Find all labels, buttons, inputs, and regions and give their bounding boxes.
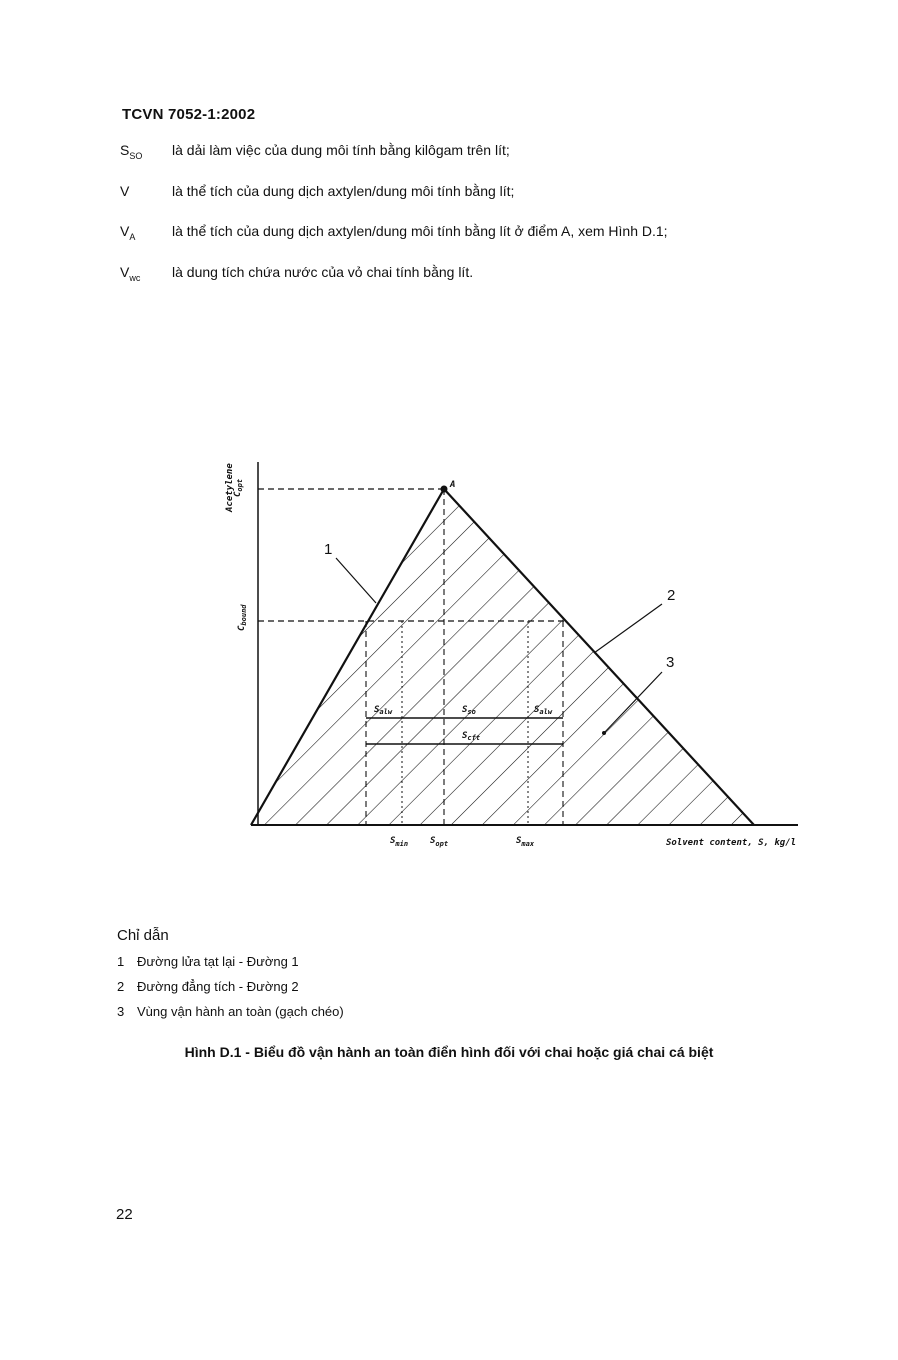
figure-caption: Hình D.1 - Biểu đồ vận hành an toàn điển hình đối với chai hoặc giá chai cá biệt [184, 1044, 714, 1060]
legend-item: 1 Đường lửa tạt lại - Đường 1 [117, 954, 299, 969]
point-a-marker [441, 486, 448, 493]
callout-3-label: 3 [666, 654, 675, 671]
definition-text: là dung tích chứa nước của vỏ chai tính bằng lít. [172, 263, 474, 280]
s-min-tick-label: $S_{min}$ [390, 836, 409, 848]
y-axis-title: Acetylene [225, 463, 235, 512]
legend-item: 3 Vùng vận hành an toàn (gạch chéo) [117, 1004, 344, 1019]
definition-text: là dải làm việc của dung môi tính bằng kilôgam trên lít; [172, 142, 510, 158]
s-opt-tick-label: $S_{opt}$ [430, 836, 449, 848]
s-cft-label: $S_{cft}$ [462, 731, 481, 742]
c-opt-label: $C_{opt}$ [233, 478, 244, 497]
s-max-tick-label: $S_{max}$ [516, 836, 535, 848]
legend-item: 2 Đường đẳng tích - Đường 2 [117, 979, 299, 994]
callout-1-leader [336, 558, 376, 603]
definition-symbol: $V_{wc}$ [120, 263, 141, 283]
callout-2-label: 2 [667, 587, 676, 604]
definition-text: là thể tích của dung dịch axtylen/dung môi tính bằng lít; [172, 182, 515, 199]
legend-title: Chỉ dẫn [117, 927, 169, 944]
definition-text: là thể tích của dung dịch axtylen/dung môi tính bằng lít ở điểm A, xem Hình D.1; [172, 223, 668, 239]
definition-symbol: $S_{SO}$ [120, 142, 143, 161]
x-axis-title: Solvent content, S, kg/l [666, 838, 797, 848]
s-so-label: $S_{so}$ [462, 705, 476, 716]
c-bound-label: $C_{bound}$ [237, 604, 248, 631]
callout-2-leader [594, 604, 662, 653]
page-number: 22 [116, 1206, 133, 1223]
definition-symbol: V [120, 182, 130, 199]
point-a-label: A [450, 480, 456, 490]
s-alw-left-label: $S_{alw}$ [374, 705, 393, 716]
document-code: TCVN 7052-1:2002 [122, 106, 256, 123]
definition-symbol: $V_A$ [120, 223, 136, 242]
safe-operating-region [251, 489, 754, 825]
callout-3-dot [602, 731, 606, 735]
legend-list [117, 954, 344, 1029]
callout-1-label: 1 [324, 541, 333, 558]
s-alw-right-label: $S_{alw}$ [534, 705, 553, 716]
